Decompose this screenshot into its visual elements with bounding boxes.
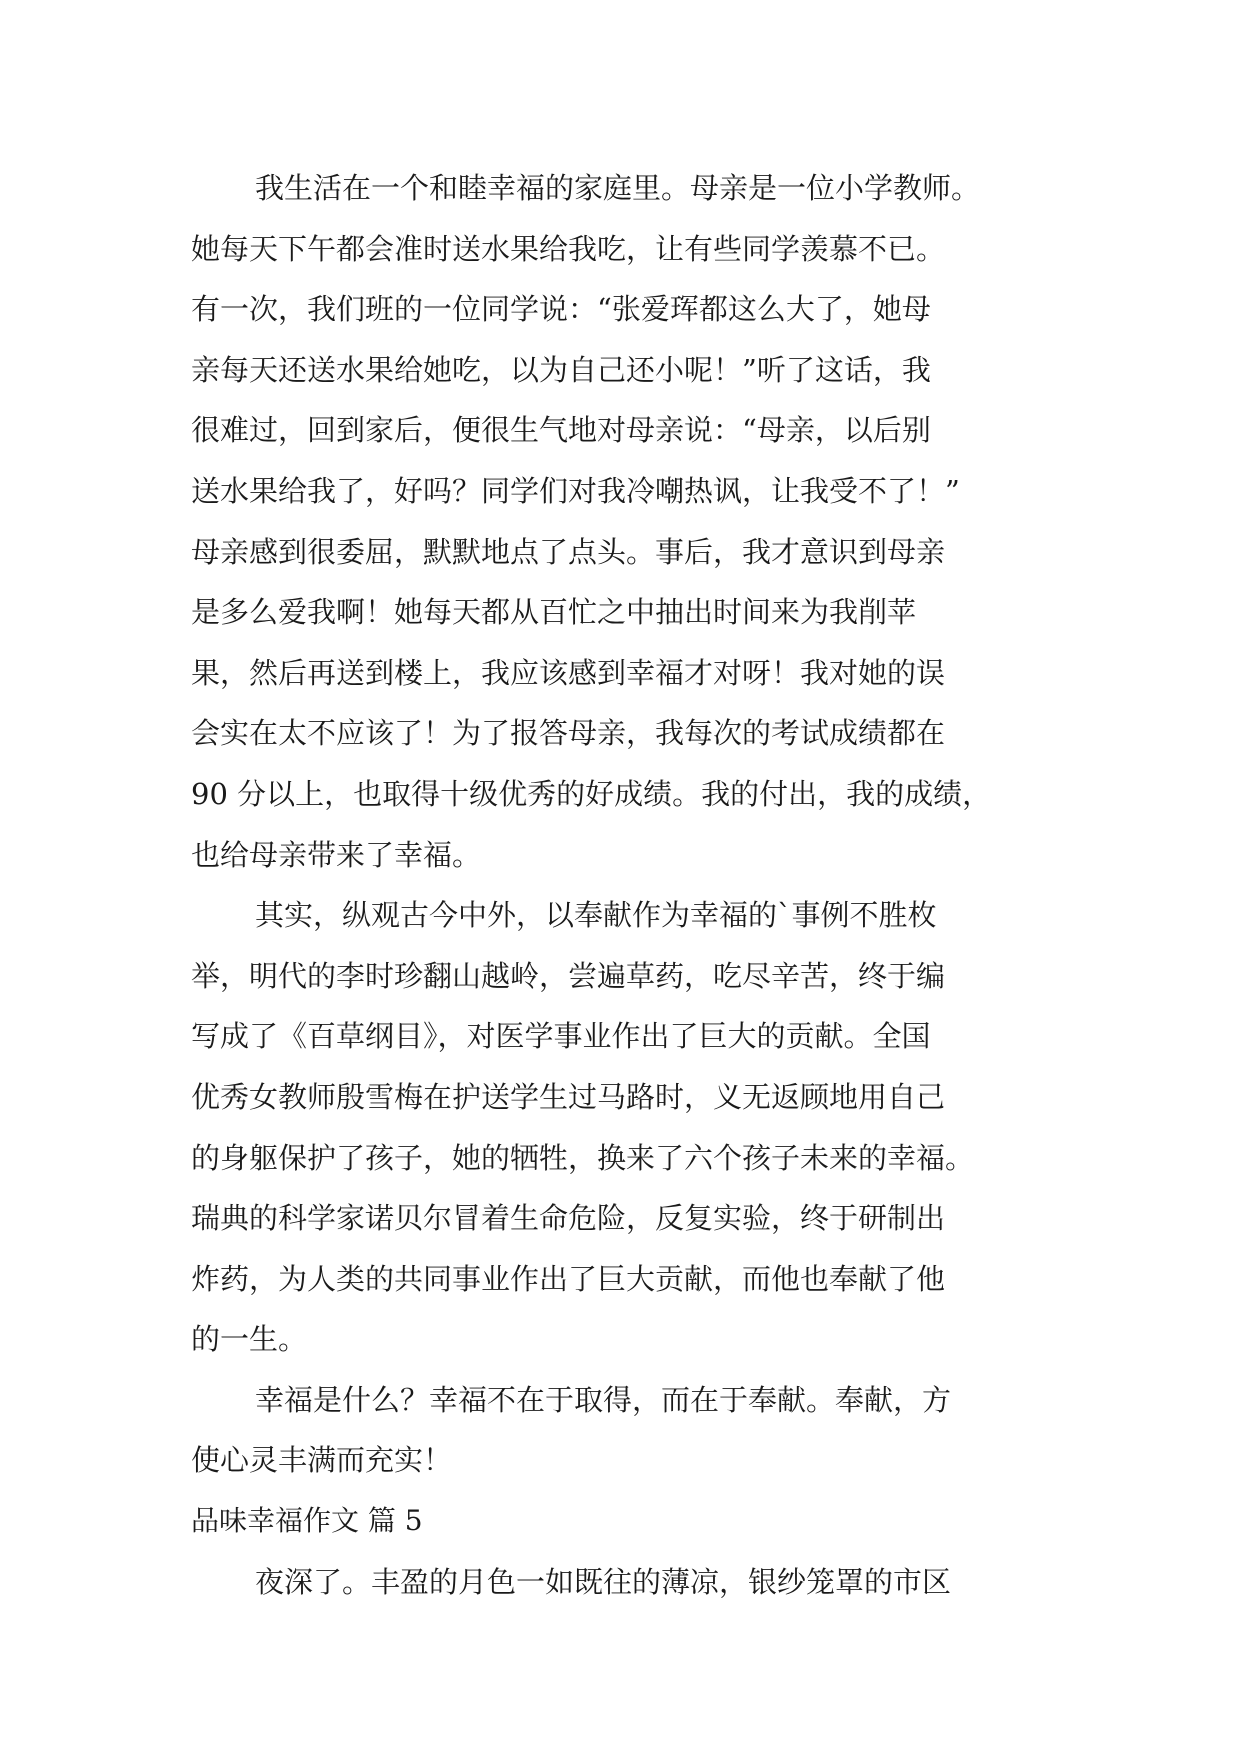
paragraph-line: 果，然后再送到楼上，我应该感到幸福才对呀！我对她的误	[191, 655, 946, 690]
paragraph-line: 举，明代的李时珍翻山越岭，尝遍草药，吃尽辛苦，终于编	[191, 958, 946, 993]
paragraph-line: 很难过，回到家后，便很生气地对母亲说：“母亲，以后别	[191, 413, 931, 448]
essay-body	[191, 158, 1071, 1612]
paragraph-line: 母亲感到很委屈，默默地点了点头。事后，我才意识到母亲	[191, 534, 946, 569]
paragraph-line: 我生活在一个和睦幸福的家庭里。母亲是一位小学教师。	[255, 171, 981, 205]
paragraph-line: 其实，纵观古今中外，以奉献作为幸福的`事例不胜枚	[255, 898, 937, 933]
paragraph-line: 夜深了。丰盈的月色一如既往的薄凉，银纱笼罩的市区	[255, 1564, 952, 1599]
paragraph-line: 送水果给我了，好吗？同学们对我冷嘲热讽，让我受不了！”	[191, 473, 960, 508]
paragraph-line: 会实在太不应该了！为了报答母亲，我每次的考试成绩都在	[191, 716, 946, 751]
paragraph-line: 瑞典的科学家诺贝尔冒着生命危险，反复实验，终于研制出	[191, 1201, 946, 1236]
section-heading: 品味幸福作文 篇 5	[191, 1504, 423, 1538]
paragraph-line: 也给母亲带来了幸福。	[191, 837, 482, 872]
paragraph-line: 优秀女教师殷雪梅在护送学生过马路时，义无返顾地用自己	[191, 1079, 946, 1114]
paragraph-line: 写成了《百草纲目》，对医学事业作出了巨大的贡献。全国	[191, 1019, 931, 1054]
paragraph-line: 有一次，我们班的一位同学说：“张爱珲都这么大了，她母	[191, 292, 931, 327]
paragraph-line: 幸福是什么？幸福不在于取得，而在于奉献。奉献，方	[255, 1382, 952, 1417]
paragraph-line: 使心灵丰满而充实！	[191, 1443, 453, 1478]
paragraph-line: 亲每天还送水果给她吃，以为自己还小呢！”听了这话，我	[191, 352, 931, 387]
paragraph-line: 她每天下午都会准时送水果给我吃，让有些同学羡慕不已。	[191, 231, 946, 266]
paragraph-line: 是多么爱我啊！她每天都从百忙之中抽出时间来为我削苹	[191, 595, 917, 630]
paragraph-line: 的身躯保护了孩子，她的牺牲，换来了六个孩子未来的幸福。	[191, 1140, 975, 1175]
paragraph-line: 90 分以上，也取得十级优秀的好成绩。我的付出，我的成绩，	[191, 776, 992, 811]
paragraph-line: 炸药，为人类的共同事业作出了巨大贡献，而他也奉献了他	[191, 1261, 946, 1296]
paragraph-line: 的一生。	[191, 1322, 308, 1357]
